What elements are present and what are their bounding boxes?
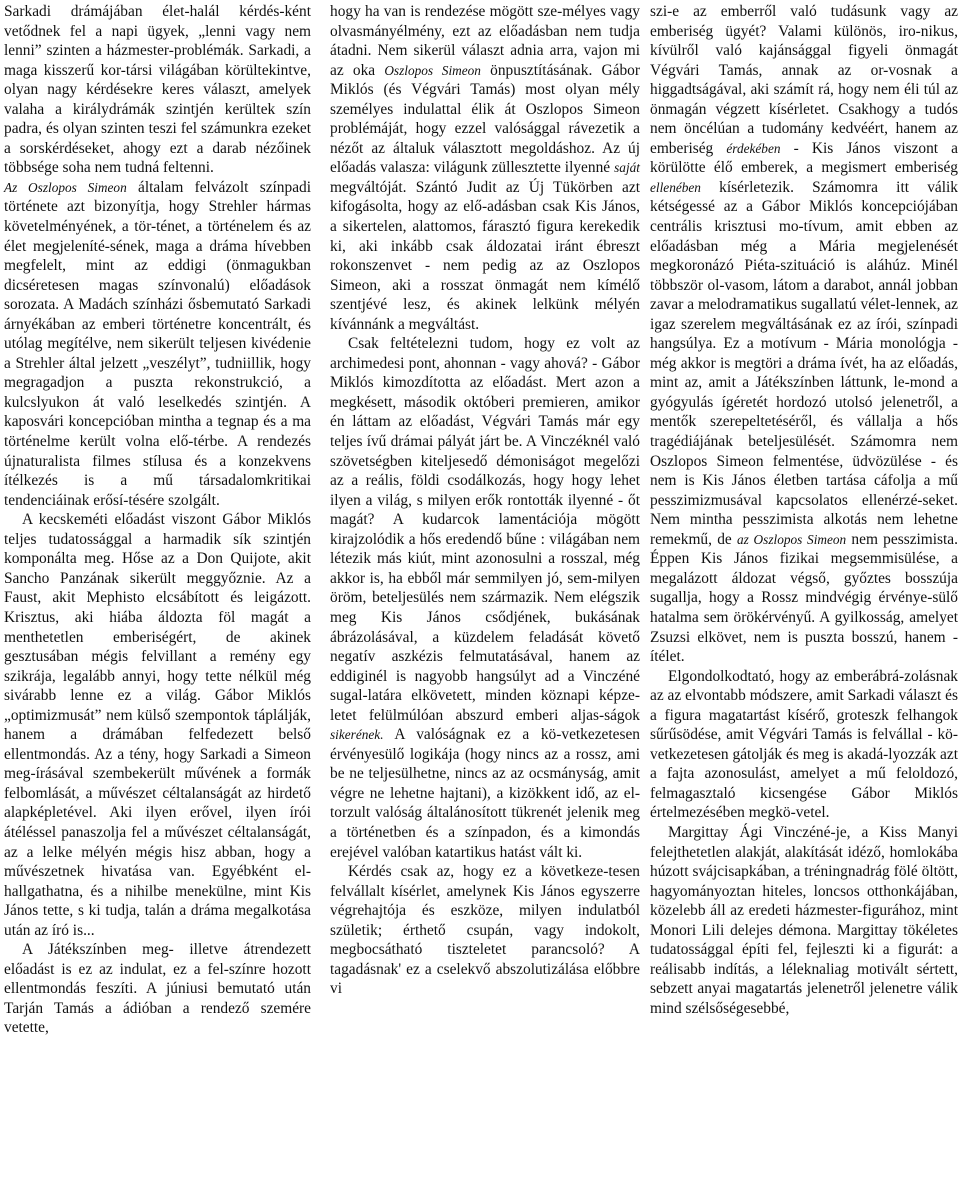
paragraph-text: Kérdés csak az, hogy ez a következe-tesen felvállalt kísérlet, amelynek Kis János egyszerre végrehajtója és eszköze, milyen indulatból születik; érthető csupán, vagy indokolt, megbocsátható tiszteletet parancsoló? A tagadásnak' ez a cselekvő abszolutizálása előbbre vi	[330, 863, 640, 998]
paragraph	[330, 862, 640, 999]
paragraph	[4, 510, 311, 940]
paragraph	[4, 178, 311, 510]
paragraph-text: hogy ha van is rendezése mögött sze-mélyes vagy olvasmányélmény, ezt az előadásban nem tudja átadni. Nem sikerül választ adnia arra, vajon mi az oka	[330, 3, 640, 79]
paragraph-text: megváltóját. Szántó Judit az Új Tükörben azt kifogásolta, hogy az elő-adásban csak Kis János, a sikertelen, alattomos, fárasztó figura kerekedik ki, aki inkább csak áldozatai iránt ébreszt rokonszenvet - nem pedig az az Oszlopos Simeon, aki a rosszat önmagát nem kímélő szentjévé lesz, és akinek lelkünk mélyén kívánnánk a megváltást.	[330, 178, 640, 333]
paragraph-text: kísérletezik. Számomra itt válik kétségessé az a Gábor Miklós koncepciójában centrális krisztusi mo-tívum, amit ebben az előadásban még a Mária megjelenését megkoronázó Piéta-szituáció is aláhúz. Minél többször ol-vasom, látom a darabot, annál jobban zavar a melodramatikus sugallatú vélet-lennek, az igaz szerelem megváltásának ez az írói, színpadi hangsúlya. Ez a motívum - Mária monológja - még akkor is megtöri a dráma ívét, ha az előadás, mint az, amit a Játékszínben láttunk, le-mond a gyógyulás ígéretét hordozó utolsó jelenetről, a mentők szerepeltetéséről, és vállalja a hős tragédiájának beteljesülését. Számomra nem Oszlopos Simeon felmentése, üdvözülése - és nem is Kis János életben tartása cáfolja a mű pesszimizmusával kapcsolatos ellenérzé-seket. Nem mintha pesszimista alkotás nem lehetne remekmű, de	[650, 178, 958, 548]
paragraph-text: Csak feltételezni tudom, hogy ez volt az archimedesi pont, ahonnan - vagy ahová? - Gábor Miklós kimozdította az előadást. Mert azon a megkésett, második októberi premieren, amikor én láttam az előadást, Végvári Tamás már egy teljes ívű drámai pályát járt be. A Vinczéknél való szövetségben kiteljesedő démoniságot megelőzi az a reális, földi csodálkozás, hogy hogy lehet ilyen a világ, s milyen erők rontották ilyenné - őt magát? A kudarcok lamentációja mögött kirajzolódik a hős eredendő bűne : világában nem létezik más kiút, mint azonosulni a rosszal, még akkor is, ha ebből már semmilyen jó, sem-milyen öröm, beteljesülés nem származik. Nem elégszik meg Kis János csődjének, bukásának ábrázolásával, a küzdelem feladását követő negatív aszkézis felmutatásával, hanem az eddiginél is nagyobb hangsúlyt ad a Vinczéné sugal-latára elkövetett, minden köznapi képze-letet felülmúlóan abszurd emberi aljas-ságok	[330, 335, 640, 724]
paragraph	[4, 2, 311, 178]
text-column-3	[650, 2, 958, 1018]
paragraph	[650, 2, 958, 667]
play-title: Oszlopos Simeon	[384, 62, 481, 78]
paragraph	[330, 334, 640, 862]
paragraph-text: szi-e az emberről való tudásunk vagy az emberiség ügyét? Valami különös, iro-nikus, kívülről való kajánsággal figyeli önmagát Végvári Tamás, annak az or-vosnak a higgadtságával, aki számít rá, hogy nem éli túl az önmagán végzett kísérletet. Csakhogy a tudós nem öncélúan a tudomány kedvéért, hanem az emberiség	[650, 3, 958, 157]
paragraph	[650, 667, 958, 823]
paragraph-text: Sarkadi drámájában élet-halál kérdés-ként vetődnek fel a napi ügyek, „lenni vagy nem lenni” szinten a házmester-problémák. Sarkadi, a maga kisszerű kor-társi világában körültekintve, olyan nagy kérdésekre keres választ, amelyek valaha a királydrámák szintjén kerültek szín padra, és olyan szinten teszi fel számunkra ezeket a sorskérdéseket, ahogy ezt a darab nézőinek többsége soha nem tudná feltenni.	[4, 3, 311, 177]
paragraph-text: Elgondolkodtató, hogy az emberábrá-zolásnak az az elvontabb módszere, amit Sarkadi választ és a figura magatartást kísérő, groteszk felhangok sűrűsödése, amit Végvári Tamás is felvállal - kö-vetkezetesen gátolják és meg is akadá-lyozzák azt a fajta azonosulást, amelyet a mű feloldozó, felmagasztaló kicsengése Gábor Miklós értelmezésében megkö-vetel.	[650, 667, 958, 822]
play-title: Az Oszlopos Simeon	[4, 179, 127, 195]
paragraph-text: Margittay Ági Vinczéné-je, a Kiss Manyi felejthetetlen alakját, alakítását idéző, homlokába húzott svájcisapkában, a tréningnadrág fölé öltött, hagyományoztan hiteles, loncsos otthonkájában, közelebb áll az eredeti házmester-figurához, mint Monori Lili delejes démona. Margittay tökéletes tudatossággal építi fel, fejleszti ki a figurát: a reálisabb indítás, a léleknaliag motivált sértett, sebzett anyai magatartás jelenetről jelenetre válik mind szélsőségesebbé,	[650, 823, 958, 1017]
text-column-2	[330, 2, 640, 999]
emphasis: sikerének.	[330, 727, 384, 743]
play-title: az Oszlopos Simeon	[737, 531, 847, 547]
emphasis: saját	[614, 160, 640, 176]
paragraph-text: A valóságnak ez a kö-vetkezetesen érvényesülő logikája (hogy nincs az a rossz, ami be ne teljesülhetne, nincs az az ocsmányság, amit végre ne lehetne hajtani), a kizökkent idő, az el-torzult valóság általánosított tükrenét jelenik meg a történetben és a színpadon, és a kimondás erejével valóban katartikus hatást vált ki.	[330, 726, 640, 861]
emphasis: ellenében	[650, 179, 701, 195]
paragraph-text: általam felvázolt színpadi története azt bizonyítja, hogy Strehler hármas követelményének, a tör-ténet, a történelem és az élet megjeleníté-sének, maga a dráma hívebben megfelelt, mint az eddigi (önmagukban dicséretesen magas színvonalú) előadások sorozata. A Madách színházi ősbemutató Sarkadi árnyékában az emberi történetre koncentrált, és utólag megítélve, nem sikerült teljesen kivédenie a Strehler által jelzett „veszélyt”, tudniillik, hogy megragadjon a puszta rekonstrukció, a kulcslyukon át való leselkedés szintjén. A kaposvári koncepcióban mintha a tegnap és a ma történelme került volna elő-térbe. A rendezés újnaturalista filmes stílusa és a konzekvens ítélkezés is a mű társadalomkritikai tendenciáinak erősí-tésére szolgált.	[4, 178, 311, 509]
emphasis: érdekében	[726, 140, 781, 156]
paragraph-text: - Kis János viszont a körülötte élő emberek, a megismert emberiség	[650, 139, 959, 177]
paragraph	[650, 823, 958, 1018]
text-column-1	[4, 2, 311, 1038]
paragraph-text: A Játékszínben meg- illetve átrendezett előadást is ez az indulat, ez a fel-színre hozott ellentmondás feszíti. A júniusi bemutató után Tarján Tamás a ádióban a rendező szemére vetette,	[4, 941, 311, 1037]
paragraph-text: önpusztításának. Gábor Miklós (és Végvári Tamás) most olyan mély személyes indulattal élik át Oszlopos Simeon problémáját, hogy ezzel valósággal rávezetik a nézőt az általuk választott megoldáshoz. Az új előadás valasza: világunk züllesztette ilyenné	[330, 61, 640, 177]
paragraph	[330, 2, 640, 334]
paragraph-text: nem pesszimista. Éppen Kis János fizikai megsemmisülése, a megalázott áldozat végső, győztes bosszúja sugallja, hogy a Rossz mindvégig érvénye-sülő hatalma sem örökérvényű. A gyilkosság, amelyet Zsuzsi elkövet, nem is puszta bosszú, hanem - ítélet.	[650, 530, 958, 666]
paragraph-text: A kecskeméti előadást viszont Gábor Miklós teljes tudatossággal a harmadik sík szintjén komponálta meg. Hőse az a Don Quijote, akit Sancho Panzának sikerült meggyőznie. Az a Faust, akit Mephisto elcsábított és leigázott. Krisztus, aki hiába áldozta föl magát a menthetetlen emberiségért, de akinek gesztusában mégis felvillant a remény egy szikrája, legalább annyi, hogy tette nélkül még sivárabb lenne ez a világ. Gábor Miklós „optimizmusát” nem külső szempontok táplálják, hanem a drámában felfedezett belső ellentmondás. Az a tény, hogy Sarkadi a Simeon meg-írásával szembekerült művének a formák felbomlását, a művészet céltalanságát az hirdető alapképletével. Aki ilyen erővel, ilyen írói átéléssel panaszolja fel a művészet céltalanságát, az a lelke mélyén mégis hisz abban, hogy a művészetnek hivatása van. Egyébként el-hallgathatna, és a nihilbe menekülne, mint Kis János tette, s ki tudja, talán a dráma megalkotása után az író is...	[4, 511, 311, 939]
paragraph	[4, 940, 311, 1038]
